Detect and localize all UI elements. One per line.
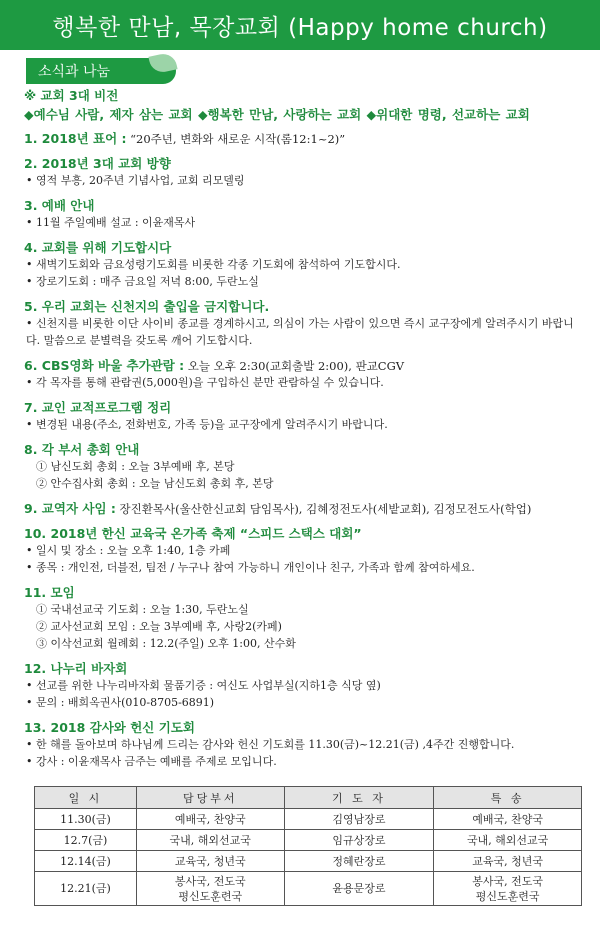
- header-band: [0, 50, 600, 56]
- news-item: [24, 299, 586, 349]
- news-item-title: [24, 501, 586, 517]
- column-header: 담당부서: [136, 787, 284, 809]
- news-item-heading: 9. 교역자 사임 :: [24, 501, 116, 516]
- table-cell: 12.14(금): [35, 851, 137, 872]
- news-item-heading: 6. CBS영화 바울 추가관람 :: [24, 358, 185, 373]
- news-item-title: [24, 198, 586, 214]
- news-item-title: [24, 358, 586, 374]
- news-item-title: [24, 526, 586, 542]
- table-cell: 11.30(금): [35, 809, 137, 830]
- news-item: [24, 240, 586, 290]
- news-item-heading: 5. 우리 교회는 신천지의 출입을 금지합니다.: [24, 299, 270, 314]
- table-cell: 임규상장로: [284, 830, 434, 851]
- table-cell: 교육국, 청년국: [136, 851, 284, 872]
- news-item-title: [24, 156, 586, 172]
- news-item-heading: 4. 교회를 위해 기도합시다: [24, 240, 172, 255]
- news-item-line: • 11월 주일예배 설교 : 이윤재목사: [26, 216, 196, 229]
- news-item-title: [24, 442, 586, 458]
- news-item: [24, 720, 586, 770]
- vision-title: ※ 교회 3대 비전: [24, 88, 119, 103]
- news-item: [24, 442, 586, 492]
- news-item-line: • 신천지를 비롯한 이단 사이비 종교를 경계하시고, 의심이 가는 사람이 있으면 즉시 교구장에게 알려주시기 바랍니: [26, 317, 574, 330]
- news-item-line: ② 교사선교회 모임 : 오늘 3부예배 후, 사랑2(카페): [36, 620, 282, 633]
- table-row: [35, 830, 582, 851]
- news-item-heading: 2. 2018년 3대 교회 방향: [24, 156, 171, 171]
- news-item-heading: 12. 나누리 바자회: [24, 661, 128, 676]
- news-item-line: ① 남신도회 총회 : 오늘 3부예배 후, 본당: [36, 460, 235, 473]
- news-item-title: [24, 585, 586, 601]
- news-item-heading: 1. 2018년 표어 :: [24, 131, 127, 146]
- news-item-detail: 오늘 오후 2:30(교회출발 2:00), 판교CGV: [184, 359, 405, 373]
- news-item-line: • 새벽기도회와 금요성령기도회를 비롯한 각종 기도회에 참석하여 기도합시다.: [26, 258, 401, 271]
- column-header: 기 도 자: [284, 787, 434, 809]
- prayer-schedule-table: [34, 786, 582, 906]
- table-cell: 12.7(금): [35, 830, 137, 851]
- table-row: [35, 851, 582, 872]
- news-item: [24, 661, 586, 711]
- news-item-line: • 선교를 위한 나누리바자회 물품기증 : 여신도 사업부실(지하1층 식당 옆): [26, 679, 381, 692]
- table-cell: 봉사국, 전도국 평신도훈련국: [434, 872, 582, 906]
- news-item: [24, 526, 586, 576]
- news-item-detail: 장진환목사(울산한신교회 담임목사), 김혜정전도사(세밭교회), 김정모전도사(학업): [115, 502, 532, 516]
- news-item-line: • 강사 : 이윤재목사 금주는 예배를 주제로 모입니다.: [26, 755, 277, 768]
- news-item-heading: 8. 각 부서 총회 안내: [24, 442, 140, 457]
- news-item-line: ② 안수집사회 총회 : 오늘 남신도회 총회 후, 본당: [36, 477, 274, 490]
- table-cell: 12.21(금): [35, 872, 137, 906]
- news-item-line: • 일시 및 장소 : 오늘 오후 1:40, 1층 카페: [26, 544, 231, 557]
- news-item-line: • 영적 부흥, 20주년 기념사업, 교회 리모델링: [26, 174, 245, 187]
- news-item-line: ① 국내선교국 기도회 : 오늘 1:30, 두란노실: [36, 603, 249, 616]
- news-item-heading: 3. 예배 안내: [24, 198, 95, 213]
- table-cell: 김영남장로: [284, 809, 434, 830]
- news-item: [24, 156, 586, 189]
- section-label: 소식과 나눔: [38, 64, 111, 80]
- news-item-line: • 각 목자를 통해 관람권(5,000원)을 구입하신 분만 관람하실 수 있습니다.: [26, 376, 384, 389]
- table-cell: 예배국, 찬양국: [434, 809, 582, 830]
- news-item-line: • 종목 : 개인전, 더블전, 팀전 / 누구나 참여 가능하니 개인이나 친구, 가족과 함께 참여하세요.: [26, 561, 475, 574]
- table-cell: 예배국, 찬양국: [136, 809, 284, 830]
- news-item-heading: 11. 모임: [24, 585, 75, 600]
- page-header: [0, 0, 600, 50]
- church-title: 행복한 만남, 목장교회 (Happy home church): [52, 14, 548, 41]
- news-item: [24, 198, 586, 231]
- table-row: [35, 809, 582, 830]
- news-item-heading: 7. 교인 교적프로그램 정리: [24, 400, 172, 415]
- vision-block: [24, 88, 586, 123]
- table-cell: 국내, 해외선교국: [434, 830, 582, 851]
- table-header-row: [35, 787, 582, 809]
- table-body: [35, 809, 582, 906]
- news-item: [24, 131, 586, 147]
- table-cell: 정혜란장로: [284, 851, 434, 872]
- news-item-title: [24, 240, 586, 256]
- news-item-title: [24, 661, 586, 677]
- news-item-title: [24, 400, 586, 416]
- news-item-detail: “20주년, 변화와 새로운 시작(롬12:1~2)”: [126, 132, 346, 146]
- news-item: [24, 400, 586, 433]
- table-cell: 봉사국, 전도국 평신도훈련국: [136, 872, 284, 906]
- table-cell: 국내, 해외선교국: [136, 830, 284, 851]
- table-cell: 윤용문장로: [284, 872, 434, 906]
- news-item-heading: 13. 2018 감사와 헌신 기도회: [24, 720, 195, 735]
- column-header: 특 송: [434, 787, 582, 809]
- news-item-line: 다. 말씀으로 분별력을 갖도록 깨어 기도합시다.: [26, 334, 253, 347]
- news-item-title: [24, 131, 586, 147]
- table-row: [35, 872, 582, 906]
- news-items: [24, 131, 586, 770]
- column-header: 일 시: [35, 787, 137, 809]
- table-cell: 교육국, 청년국: [434, 851, 582, 872]
- news-content: [24, 88, 586, 770]
- news-item-title: [24, 720, 586, 736]
- section-banner: [12, 58, 588, 84]
- vision-line: ◆예수님 사람, 제자 삼는 교회 ◆행복한 만남, 사랑하는 교회 ◆위대한 명령, 선교하는 교회: [24, 107, 530, 122]
- news-item-heading: 10. 2018년 한신 교육국 온가족 축제 “스피드 스택스 대회”: [24, 526, 362, 541]
- news-item-title: [24, 299, 586, 315]
- news-item-line: • 문의 : 배희옥권사(010-8705-6891): [26, 696, 215, 709]
- news-item-line: • 장로기도회 : 매주 금요일 저녁 8:00, 두란노실: [26, 275, 259, 288]
- news-item-line: • 변경된 내용(주소, 전화번호, 가족 등)을 교구장에게 알려주시기 바랍니다.: [26, 418, 388, 431]
- news-item-line: • 한 해를 돌아보며 하나님께 드리는 감사와 헌신 기도회를 11.30(금)~12.21(금) ,4주간 진행합니다.: [26, 738, 515, 751]
- news-item-line: ③ 이삭선교회 월례회 : 12.2(주일) 오후 1:00, 산수화: [36, 637, 296, 650]
- news-item: [24, 585, 586, 652]
- news-item: [24, 501, 586, 517]
- news-item: [24, 358, 586, 391]
